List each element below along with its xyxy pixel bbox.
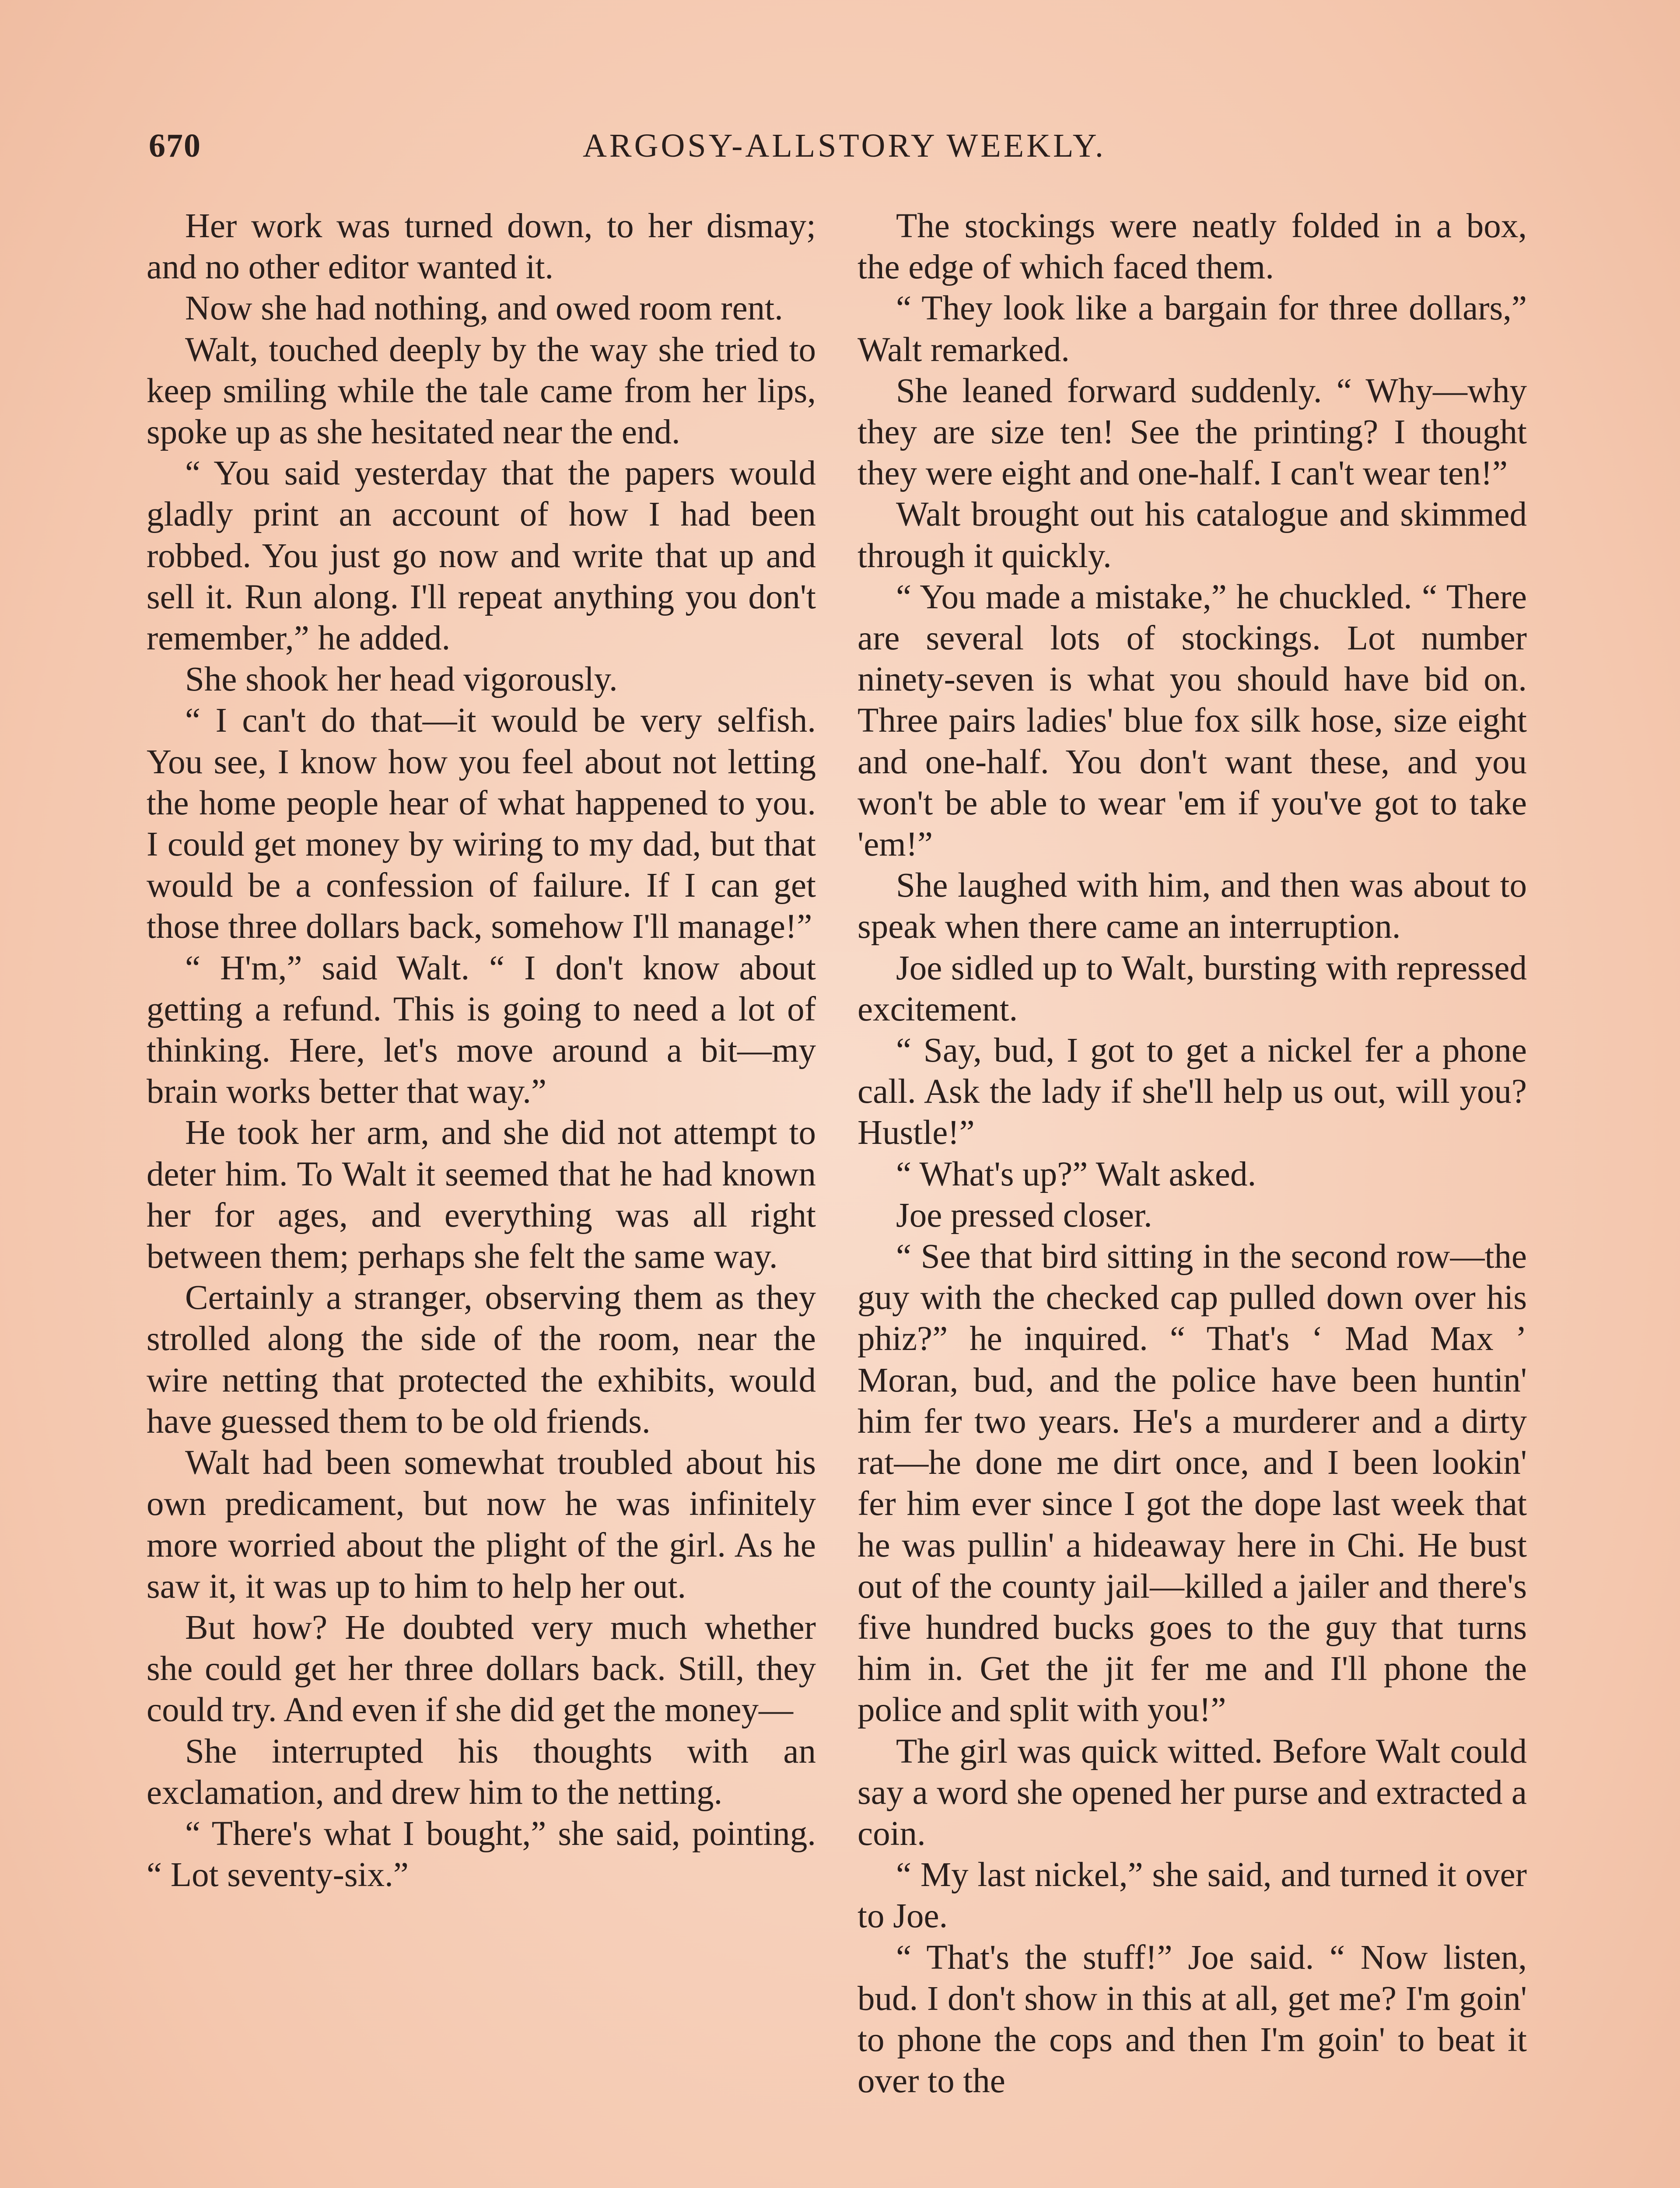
paragraph: “ That's the stuff!” Joe said. “ Now listen, bud. I don't show in this at all, get me? I'm goin' to phone the cops and then I'm goin' to beat it over to the xyxy=(858,1938,1527,2100)
paragraph: “ What's up?” Walt asked. xyxy=(896,1155,1256,1193)
paragraph: She shook her head vigorously. xyxy=(185,660,618,699)
paragraph: “ Say, bud, I got to get a nickel fer a phone call. Ask the lady if she'll help us out, will you? Hustle!” xyxy=(858,1031,1527,1152)
paragraph: “ I can't do that—it would be very selfish. You see, I know how you feel about not letting the home people hear of what happened to you. I could get money by wiring to my dad, but that would be a confession of failure. If I can get those three dollars back, somehow I'll manage!” xyxy=(147,701,816,946)
paragraph: “ See that bird sitting in the second row—the guy with the checked cap pulled down over his phiz?” he inquired. “ That's ‘ Mad Max ’ Moran, bud, and the police have been huntin' him fer two years. He's a murderer and a dirty rat—he done me dirt once, and I been lookin' fer him ever since I got the dope last week that he was pullin' a hideaway here in Chi. He bust out of the county jail—killed a jailer and there's five hundred bucks goes to the guy that turns him in. Get the jit fer me and I'll phone the police and split with you!” xyxy=(858,1238,1527,1729)
paragraph: Certainly a stranger, observing them as they strolled along the side of the room, near the wire netting that protected the exhibits, would have guessed them to be old friends. xyxy=(147,1279,816,1441)
paragraph: Walt brought out his catalogue and skimmed through it quickly. xyxy=(858,495,1527,575)
paragraph: “ There's what I bought,” she said, pointing. “ Lot seventy-six.” xyxy=(147,1814,816,1894)
paragraph: “ You made a mistake,” he chuckled. “ There are several lots of stockings. Lot number ninety-seven is what you should have bid on. Three pairs ladies' blue fox silk hose, size eight and one-half. You don't want these, and you won't be able to wear 'em if you've got to take 'em!” xyxy=(858,578,1527,864)
right-column xyxy=(858,206,1527,2102)
paragraph: She interrupted his thoughts with an exclamation, and drew him to the netting. xyxy=(147,1732,816,1812)
paragraph: “ They look like a bargain for three dollars,” Walt remarked. xyxy=(858,289,1527,369)
page-header xyxy=(149,127,1540,175)
paragraph: She laughed with him, and then was about to speak when there came an interruption. xyxy=(858,866,1527,946)
paragraph: The girl was quick witted. Before Walt could say a word she opened her purse and extracted a coin. xyxy=(858,1732,1527,1853)
paragraph: Walt, touched deeply by the way she tried to keep smiling while the tale came from her lips, spoke up as she hesitated near the end. xyxy=(147,330,816,452)
paragraph: He took her arm, and she did not attempt to deter him. To Walt it seemed that he had known her for ages, and everything was all right between them; perhaps she felt the same way. xyxy=(147,1114,816,1276)
left-column xyxy=(147,206,816,1896)
paragraph: “ You said yesterday that the papers would gladly print an account of how I had been robbed. You just go now and write that up and sell it. Run along. I'll repeat anything you don't remember,” he added. xyxy=(147,454,816,658)
paragraph: Now she had nothing, and owed room rent. xyxy=(185,289,783,328)
paragraph: “ H'm,” said Walt. “ I don't know about getting a refund. This is going to need a lot of thinking. Here, let's move around a bit—my brain works better that way.” xyxy=(147,949,816,1111)
paragraph: She leaned forward suddenly. “ Why—why they are size ten! See the printing? I thought they were eight and one-half. I can't wear ten!” xyxy=(858,372,1527,493)
paragraph: Her work was turned down, to her dismay; and no other editor wanted it. xyxy=(147,207,816,287)
paragraph: “ My last nickel,” she said, and turned it over to Joe. xyxy=(858,1856,1527,1936)
paragraph: Walt had been somewhat troubled about his own predicament, but now he was infinitely more worried about the plight of the girl. As he saw it, it was up to him to help her out. xyxy=(147,1444,816,1606)
paragraph: Joe sidled up to Walt, bursting with repressed excitement. xyxy=(858,949,1527,1028)
running-head: ARGOSY-ALLSTORY WEEKLY. xyxy=(583,127,1106,164)
paragraph: Joe pressed closer. xyxy=(896,1196,1152,1234)
paragraph: The stockings were neatly folded in a box, the edge of which faced them. xyxy=(858,207,1527,287)
paragraph: But how? He doubted very much whether she could get her three dollars back. Still, they could try. And even if she did get the money— xyxy=(147,1608,816,1729)
page-number: 670 xyxy=(149,127,201,164)
